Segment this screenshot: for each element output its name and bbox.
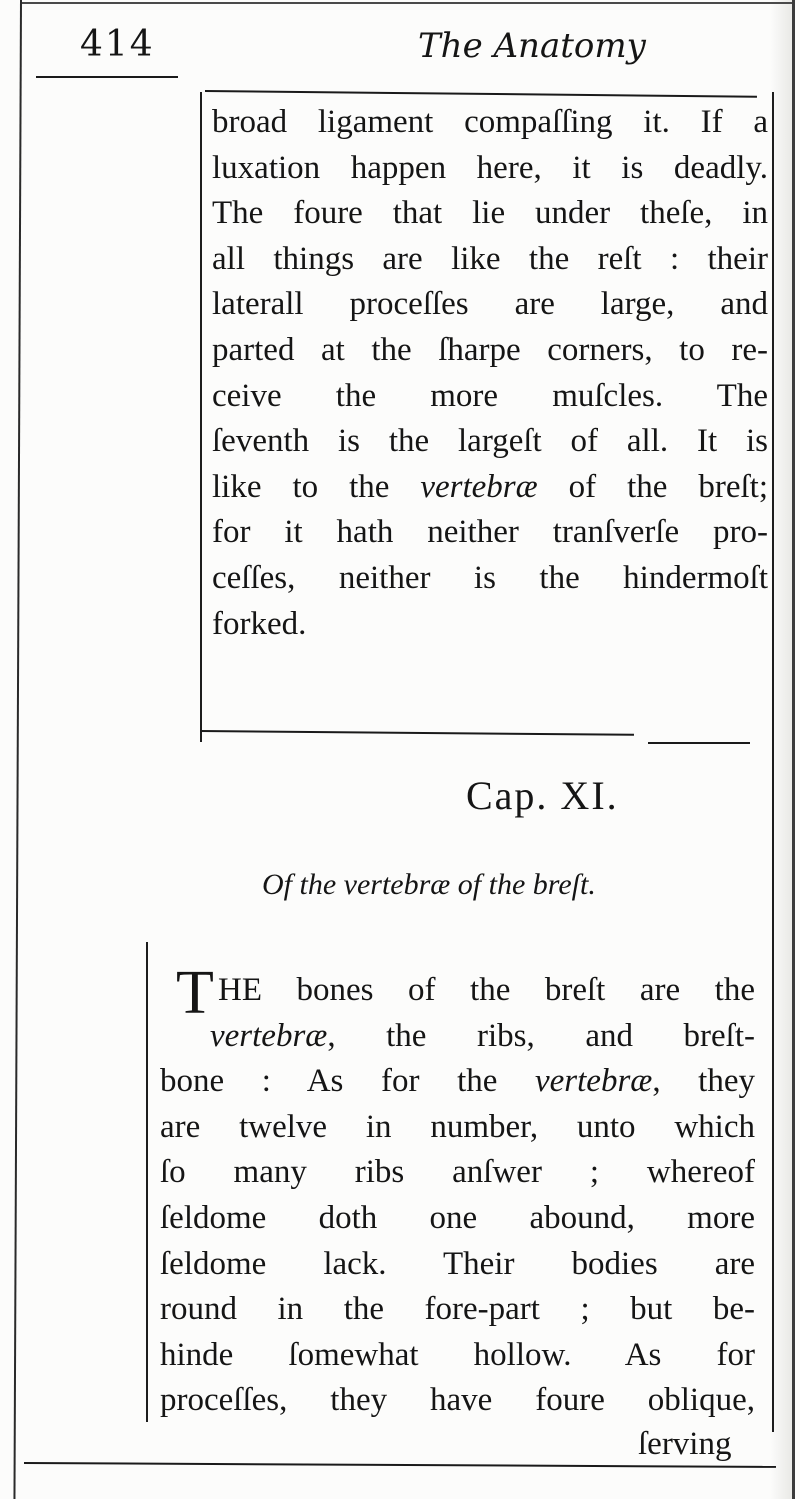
- chapter-heading: Cap. XI.: [466, 773, 619, 818]
- text-box-left-rule-lower: [146, 942, 148, 1422]
- text-line: ceive the more muſcles. The: [212, 377, 768, 414]
- section-divider-left: [200, 730, 634, 736]
- text-line: broad ligament compaſſing it. If a: [212, 104, 768, 140]
- text-line: round in the fore-part ; but be-: [160, 1291, 755, 1328]
- text-line: hinde ſomewhat hollow. As for: [160, 1336, 755, 1373]
- text-fragment: bone : As for the: [160, 1063, 535, 1100]
- text-fragment: of the breſt;: [537, 468, 769, 505]
- text-box-right-rule: [772, 92, 774, 1432]
- header-rule-right: [205, 90, 757, 98]
- page-edge-left: [13, 0, 22, 1499]
- body-text-section1: [212, 100, 768, 647]
- catchword: ſerving: [638, 1426, 732, 1462]
- running-head: The Anatomy: [418, 26, 646, 66]
- text-line: for it hath neither tranſverſe pro-: [212, 514, 768, 551]
- page-edge-right: [792, 0, 795, 1499]
- text-line: proceſſes, they have foure oblique,: [160, 1382, 755, 1419]
- drop-cap: T: [176, 959, 214, 1027]
- text-line: luxation happen here, it is deadly.: [212, 149, 768, 186]
- page-edge-top: [22, 2, 792, 4]
- text-line: The foure that lie under theſe, in: [212, 195, 768, 232]
- text-line: are twelve in number, unto which: [160, 1108, 755, 1145]
- text-line-mixed: [160, 1059, 755, 1105]
- body-text-section2: [160, 968, 755, 1424]
- page-number: 414: [80, 24, 155, 65]
- text-line: ſeldome doth one abound, more: [160, 1199, 755, 1236]
- text-line: ſo many ribs anſwer ; whereof: [160, 1154, 755, 1191]
- text-fragment: like to the: [212, 468, 421, 505]
- text-line: all things are like the reſt : their: [212, 240, 768, 277]
- text-line: HE bones of the breſt are the: [218, 972, 755, 1008]
- text-line: ceſſes, neither is the hindermoſt: [212, 559, 768, 596]
- text-box-left-rule-upper: [200, 92, 202, 742]
- section-divider-right: [648, 742, 750, 744]
- header-rule-left: [36, 76, 178, 78]
- text-fragment: , they: [652, 1063, 755, 1100]
- italic-term: vertebræ: [420, 468, 538, 505]
- text-line-mixed: [160, 1014, 755, 1060]
- text-line: forked.: [212, 605, 307, 642]
- italic-term: vertebræ: [535, 1063, 653, 1100]
- text-line: laterall proceſſes are large, and: [212, 286, 768, 323]
- chapter-subtitle: Of the vertebræ of the breſt.: [262, 868, 596, 901]
- text-line: ſeldome lack. Their bodies are: [160, 1245, 755, 1282]
- text-line: ſeventh is the largeſt of all. It is: [212, 423, 768, 460]
- text-line-mixed: [212, 465, 768, 511]
- italic-term: vertebræ: [210, 1017, 328, 1054]
- text-line: parted at the ſharpe corners, to re-: [212, 331, 768, 368]
- text-fragment: , the ribs, and breſt-: [327, 1017, 755, 1054]
